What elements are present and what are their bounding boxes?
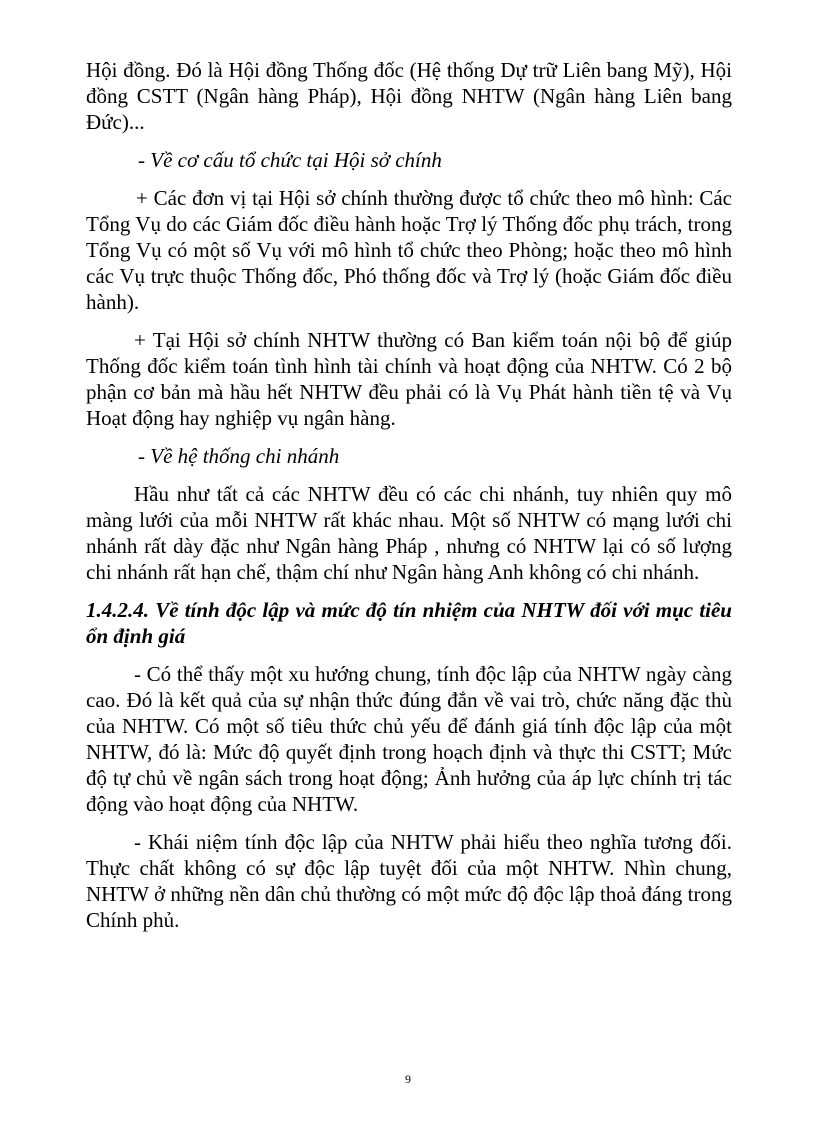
subheading-branch-system: - Về hệ thống chi nhánh <box>138 444 340 468</box>
page-number: 9 <box>405 1072 411 1086</box>
paragraph-head-office-units: + Các đơn vị tại Hội sở chính thường được tổ chức theo mô hình: Các Tổng Vụ do các Giám đốc điều hành hoặc Trợ lý Thống đốc phụ trách, trong Tổng Vụ có một số Vụ với mô hình tổ chức theo Phòng; hoặc theo mô hình các Vụ trực thuộc Thống đốc, Phó thống đốc và Trợ lý (hoặc Giám đốc điều hành). <box>86 186 732 314</box>
document-page <box>86 57 732 945</box>
paragraph-relative-independence: - Khái niệm tính độc lập của NHTW phải hiểu theo nghĩa tương đối. Thực chất không có sự độc lập tuyệt đối của một NHTW. Nhìn chung, NHTW ở những nền dân chủ thường có một mức độ độc lập thoả đáng trong Chính phủ. <box>86 830 732 932</box>
paragraph-independence-trend: - Có thể thấy một xu hướng chung, tính độc lập của NHTW ngày càng cao. Đó là kết quả của sự nhận thức đúng đắn về vai trò, chức năng đặc thù của NHTW. Có một số tiêu thức chủ yếu để đánh giá tính độc lập của một NHTW, đó là: Mức độ quyết định trong hoạch định và thực thi CSTT; Mức độ tự chủ về ngân sách trong hoạt động; Ảnh hưởng của áp lực chính trị tác động vào hoạt động của NHTW. <box>86 662 732 816</box>
paragraph-internal-audit: + Tại Hội sở chính NHTW thường có Ban kiểm toán nội bộ để giúp Thống đốc kiểm toán tình hình tài chính và hoạt động của NHTW. Có 2 bộ phận cơ bản mà hầu hết NHTW đều phải có là Vụ Phát hành tiền tệ và Vụ Hoạt động hay nghiệp vụ ngân hàng. <box>86 328 732 430</box>
paragraph-councils: Hội đồng. Đó là Hội đồng Thống đốc (Hệ thống Dự trữ Liên bang Mỹ), Hội đồng CSTT (Ngân hàng Pháp), Hội đồng NHTW (Ngân hàng Liên bang Đức)... <box>86 58 732 134</box>
paragraph-branches: Hầu như tất cả các NHTW đều có các chi nhánh, tuy nhiên quy mô màng lưới của mỗi NHTW rất khác nhau. Một số NHTW có mạng lưới chi nhánh rất dày đặc như Ngân hàng Pháp , nhưng có NHTW lại có số lượng chi nhánh rất hạn chế, thậm chí như Ngân hàng Anh không có chi nhánh. <box>86 482 732 584</box>
section-title-independence: 1.4.2.4. Về tính độc lập và mức độ tín nhiệm của NHTW đối với mục tiêu ổn định giá <box>86 598 732 648</box>
subheading-head-office-structure: - Về cơ cấu tổ chức tại Hội sở chính <box>138 148 442 172</box>
